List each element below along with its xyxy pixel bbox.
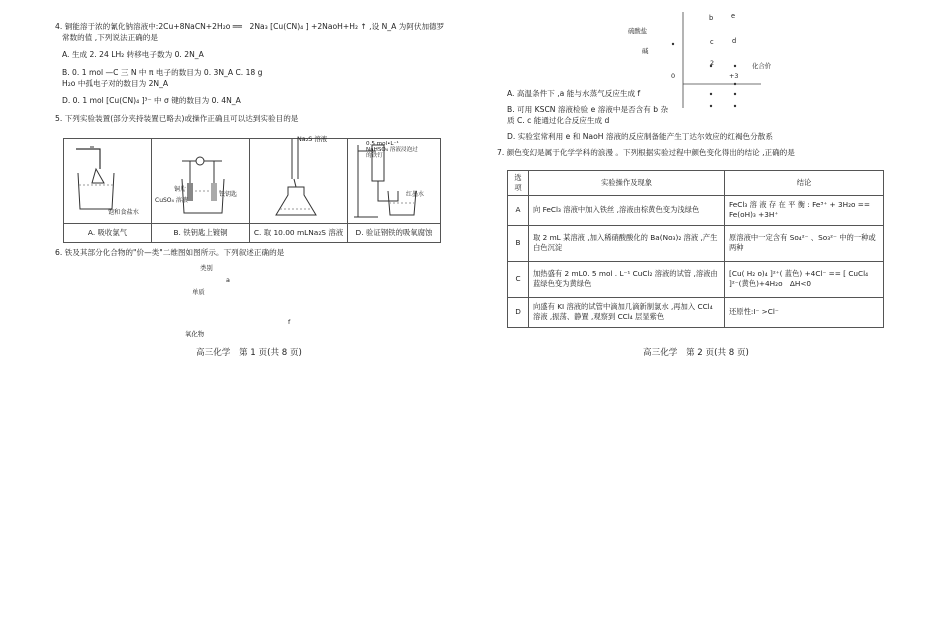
label-red-ink: 红墨水: [406, 191, 425, 198]
row-conclusion: FeCl₃ 溶 液 存 在 平 衡 : Fe³⁺ + 3H₂o == Fe(oH)₃ +3H⁺: [725, 195, 884, 225]
q7-table: [507, 170, 884, 328]
table-row: [508, 297, 884, 327]
q4-stem-line2: 常数的值 ,下列说法正确的是: [62, 33, 158, 42]
chart-point-f: f: [288, 318, 291, 326]
chart-y-title: 类别: [200, 264, 213, 272]
point-2-low1: [710, 93, 712, 95]
point-base-left: [672, 43, 674, 45]
caption-a: A. 吸收氯气: [64, 224, 152, 243]
label-cuso4: CuSO₄ 溶液: [155, 197, 188, 204]
chart-x-title: 化合价: [752, 62, 772, 70]
q5-apparatus-table: [63, 135, 441, 243]
q6-stem: 6. 铁及其部分化合物的"价—类"二维图如图所示。下列叙述正确的是: [55, 248, 285, 257]
q6-option-d: D. 实验室常利用 e 和 NaoH 溶液的反应制备能产生丁达尔效应的红褐色分散系: [507, 132, 773, 141]
row-label: C: [508, 261, 529, 297]
point-3-mid: [734, 83, 736, 85]
apparatus-c: [250, 135, 348, 224]
chart-base-label: 碱: [642, 47, 649, 55]
q4-stem-line1: 4. 铜能溶于浓的氰化钠溶液中:2Cu+8NaCN+2H₂o ══ 2Na₃ [Cu(CN)₄ ] +2NaoH+H₂ ↑ ,设 N_A 为阿伏加德罗: [55, 22, 445, 31]
chart-category-oxide: 氧化物: [185, 330, 205, 338]
label-saturated-brine: 饱和食盐水: [108, 209, 139, 216]
point-2-low2: [710, 105, 712, 107]
q6-option-b: B. 可用 KSCN 溶液检验 e 溶液中是否含有 b 杂: [507, 105, 669, 114]
burette-flask-diagram: [250, 139, 347, 223]
header-conclusion: 结论: [725, 171, 884, 196]
apparatus-b: [152, 139, 250, 224]
table-row: [508, 225, 884, 261]
header-option: 选项: [508, 171, 529, 196]
row-conclusion: 原溶液中一定含有 So₄²⁻ 、So₃²⁻ 中的一种或两种: [725, 225, 884, 261]
label-iron-key: 铁钥匙: [219, 191, 238, 198]
chart-point-b: b: [709, 14, 714, 22]
chart-tick-0: 0: [671, 72, 676, 80]
caption-d: D. 验证钢铁的吸氧腐蚀: [348, 224, 441, 243]
row-conclusion: 还原性:I⁻ >Cl⁻: [725, 297, 884, 327]
q7-stem: 7. 颜色变幻是属于化学学科的浪漫 。下列根据实验过程中颜色变化得出的结论 ,正确的是: [497, 148, 795, 157]
valence-class-chart: [645, 8, 765, 108]
header-operation: 实验操作及现象: [529, 171, 725, 196]
q6-option-c: 质 C. c 能通过化合反应生成 d: [507, 116, 610, 125]
table-row: [508, 261, 884, 297]
chart-point-e: e: [731, 12, 736, 20]
table-row: [508, 195, 884, 225]
point-3-upper: [734, 65, 736, 67]
row-operation: 加热盛有 2 mL0. 5 mol . L⁻¹ CuCl₂ 溶液的试管 ,溶液由蓝绿色变为黄绿色: [529, 261, 725, 297]
q4-option-c: H₂o 中孤电子对的数目为 2N_A: [62, 79, 169, 88]
apparatus-d: [348, 139, 441, 224]
caption-c: C. 取 10.00 mLNa₂S 溶液: [250, 224, 348, 243]
q4-option-b: B. 0. 1 mol —C 三 N 中 π 电子的数目为 0. 3N_A C. 18 g: [62, 68, 263, 77]
row-operation: 向盛有 KI 溶液的试管中滴加几滴新制氯水 ,再加入 CCl₄ 溶液 ,振荡、静置 ,观察到 CCl₄ 层显紫色: [529, 297, 725, 327]
chart-salt-label: 硫酸盐: [628, 27, 648, 35]
q4-option-a: A. 生成 2. 24 LH₂ 转移电子数为 0. 2N_A: [62, 50, 204, 59]
row-conclusion: [Cu( H₂ o)₄ ]²⁺( 蓝色) +4Cl⁻ == [ CuCl₄ ]²⁻(黄色)+4H₂o ΔH<0: [725, 261, 884, 297]
q4-option-d: D. 0. 1 mol [Cu(CN)₄ ]³⁻ 中 σ 键的数目为 0. 4N_A: [62, 96, 241, 105]
point-3-low1: [734, 93, 736, 95]
chart-point-d: d: [732, 37, 737, 45]
chart-category-single: 单质: [192, 288, 205, 296]
point-3-low2: [734, 105, 736, 107]
caption-b: B. 铁钥匙上镀铜: [152, 224, 250, 243]
q5-stem: 5. 下列实验装置(部分夹持装置已略去)或操作正确且可以达到实验目的是: [55, 114, 299, 123]
electroplating-diagram: [152, 139, 249, 223]
row-operation: 取 2 mL 某溶液 ,加入稀硝酸酸化的 Ba(No₃)₂ 溶液 ,产生白色沉淀: [529, 225, 725, 261]
footer-page-2: 高三化学 第 2 页(共 8 页): [643, 348, 749, 358]
row-operation: 向 FeCl₃ 溶液中加入铁丝 ,溶液由棕黄色变为浅绿色: [529, 195, 725, 225]
chart-tick-2: 2: [710, 59, 715, 67]
row-label: A: [508, 195, 529, 225]
chart-point-c: c: [710, 38, 714, 46]
label-nahso4: 0.5 mol•L⁻¹ NaHSO₄ 溶液浸泡过的铁钉: [366, 141, 418, 159]
label-copper-sheet: 铜片: [174, 186, 187, 193]
row-label: B: [508, 225, 529, 261]
apparatus-a: [64, 139, 152, 224]
chart-tick-plus3: +3: [729, 72, 739, 80]
label-na2s: Na₂S 溶液: [297, 135, 328, 143]
row-label: D: [508, 297, 529, 327]
chart-point-a: a: [226, 276, 230, 284]
footer-page-1: 高三化学 第 1 页(共 8 页): [196, 348, 302, 358]
q6-option-a: A. 高温条件下 ,a 能与水蒸气反应生成 f: [507, 89, 641, 98]
